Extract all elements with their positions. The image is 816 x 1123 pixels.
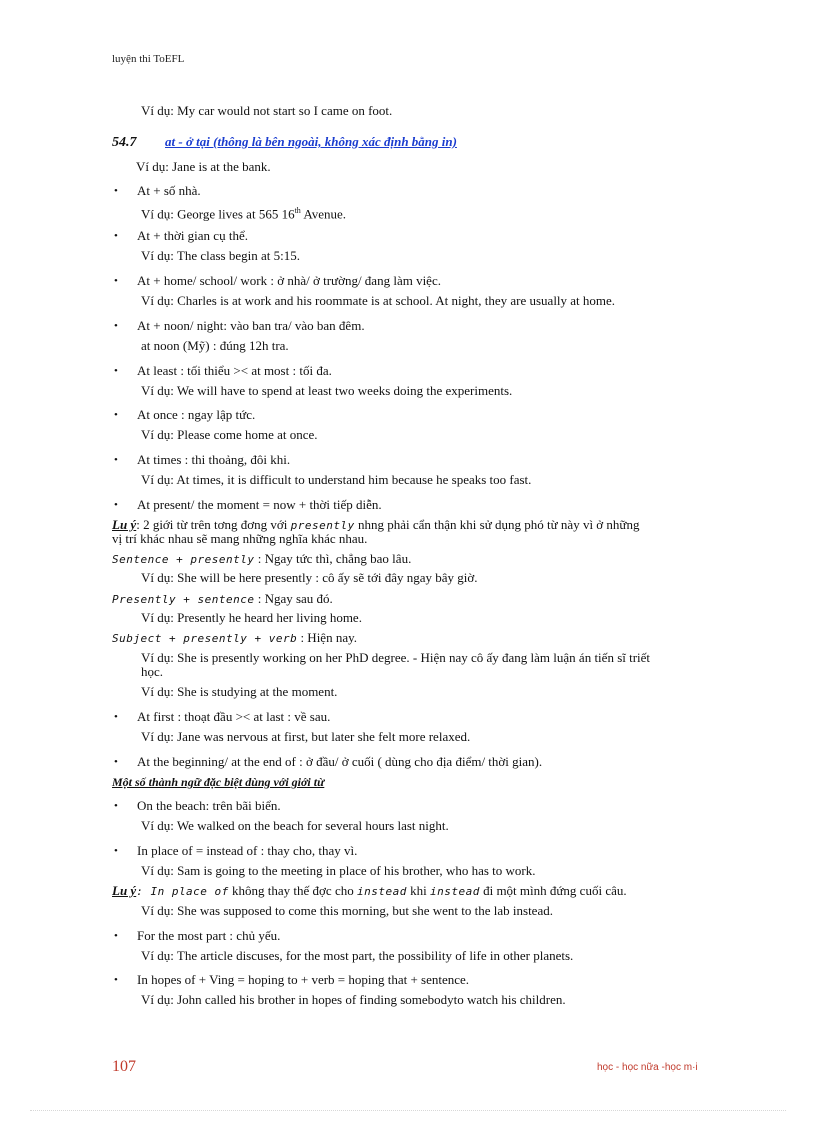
- pattern-text: : Hiện nay.: [297, 630, 357, 645]
- bullet-icon: •: [114, 185, 118, 197]
- bullet-icon: •: [114, 365, 118, 377]
- heading-link[interactable]: at - ở tại (thông là bên ngoài, không xác định bằng in): [165, 134, 457, 149]
- example-line: Ví dụ: She is studying at the moment.: [141, 684, 338, 699]
- example-line: Ví dụ: She will be here presently : cô ấy sẽ tới đây ngay bây giờ.: [141, 570, 478, 585]
- bullet-icon: •: [114, 974, 118, 986]
- bullet-icon: •: [114, 499, 118, 511]
- superscript: th: [294, 206, 301, 215]
- example-line: Ví dụ: Jane was nervous at first, but later she felt more relaxed.: [141, 729, 471, 744]
- example-line: Ví dụ: The class begin at 5:15.: [141, 248, 300, 263]
- example-line: Ví dụ: Jane is at the bank.: [136, 159, 271, 174]
- bullet-icon: •: [114, 930, 118, 942]
- list-item: At + thời gian cụ thể.: [137, 228, 248, 243]
- example-line: Ví dụ: The article discuses, for the most part, the possibility of life in other planets.: [141, 948, 574, 963]
- note-line: vị trí khác nhau sẽ mang những nghĩa khác nhau.: [112, 531, 368, 546]
- pattern-text: : Ngay tức thì, chẳng bao lâu.: [254, 551, 412, 566]
- bullet-icon: •: [114, 800, 118, 812]
- example-line: Ví dụ: John called his brother in hopes of finding somebodyto watch his children.: [141, 992, 566, 1007]
- list-item: On the beach: trên bãi biển.: [137, 798, 281, 813]
- list-item: For the most part : chủ yếu.: [137, 928, 281, 943]
- example-line: Ví dụ: Sam is going to the meeting in place of his brother, who has to work.: [141, 863, 536, 878]
- bullet-icon: •: [114, 230, 118, 242]
- list-item: At once : ngay lập tức.: [137, 407, 256, 422]
- list-item: At the beginning/ at the end of : ở đầu/ ở cuối ( dùng cho địa điểm/ thời gian).: [137, 754, 543, 769]
- list-item: At least : tối thiểu >< at most : tối đa.: [137, 363, 332, 378]
- note-text: khi: [406, 883, 430, 898]
- example-line: Ví dụ: Presently he heard her living home.: [141, 610, 362, 625]
- list-item: At first : thoạt đầu >< at last : về sau.: [137, 709, 331, 724]
- example-line: Ví dụ: We will have to spend at least two weeks doing the experiments.: [141, 383, 513, 398]
- bullet-icon: •: [114, 454, 118, 466]
- keyword: : In place of: [136, 885, 229, 898]
- list-item: At + số nhà.: [137, 183, 201, 198]
- keyword: Presently + sentence: [112, 593, 255, 606]
- page-bottom-divider: [30, 1110, 786, 1111]
- keyword: Sentence + presently: [112, 553, 255, 566]
- example-line: Ví dụ: My car would not start so I came on foot.: [141, 103, 393, 118]
- list-item: In hopes of + Ving = hoping to + verb = hoping that + sentence.: [137, 972, 470, 987]
- note-text: : 2 giới từ trên tơng đơng với: [136, 517, 291, 532]
- note-label: Lu ý: [112, 883, 137, 898]
- bullet-icon: •: [114, 756, 118, 768]
- pattern-text: : Ngay sau đó.: [254, 591, 333, 606]
- running-header: luyện thi ToEFL: [112, 53, 185, 65]
- list-item: At + noon/ night: vào ban tra/ vào ban đêm.: [137, 318, 365, 333]
- section-heading: [112, 134, 457, 151]
- example-line: Ví dụ: She was supposed to come this morning, but she went to the lab instead.: [141, 903, 553, 918]
- page-number: 107: [112, 1058, 136, 1075]
- keyword: instead: [429, 885, 480, 898]
- example-text: Avenue.: [300, 206, 347, 222]
- example-text: Ví dụ: George lives at 565 16: [141, 206, 295, 222]
- list-item: At + home/ school/ work : ở nhà/ ở trường/ đang làm việc.: [137, 273, 441, 288]
- heading-number: 54.7: [112, 135, 137, 150]
- bullet-icon: •: [114, 711, 118, 723]
- example-line: Ví dụ: She is presently working on her PhD degree. - Hiện nay cô ấy đang làm luận án tiến sĩ triết: [141, 650, 651, 665]
- example-line: Ví dụ: Please come home at once.: [141, 427, 318, 442]
- pattern-line: [112, 630, 357, 647]
- list-item: At present/ the moment = now + thời tiếp diễn.: [137, 497, 382, 512]
- keyword: presently: [290, 519, 355, 532]
- bullet-icon: •: [114, 275, 118, 287]
- pattern-line: [112, 591, 333, 608]
- bullet-icon: •: [114, 845, 118, 857]
- section-title: Một số thành ngữ đặc biệt dùng với giới từ: [112, 775, 325, 789]
- bullet-icon: •: [114, 320, 118, 332]
- note-text: không thay thế đợc cho: [228, 883, 357, 898]
- footer-slogan: học - học nữa -học m·i: [597, 1062, 698, 1073]
- note-label: Lu ý: [112, 517, 137, 532]
- example-line: Ví dụ: Charles is at work and his roommate is at school. At night, they are usually at home.: [141, 293, 616, 308]
- example-line: Ví dụ: We walked on the beach for several hours last night.: [141, 818, 449, 833]
- note-line: [112, 883, 627, 900]
- note-text: đi một mình đứng cuối câu.: [479, 883, 627, 898]
- example-line: Ví dụ: At times, it is difficult to understand him because he speaks too fast.: [141, 472, 532, 487]
- bullet-icon: •: [114, 409, 118, 421]
- keyword: Subject + presently + verb: [112, 632, 298, 645]
- pattern-line: [112, 551, 411, 568]
- list-item: At times : thi thoảng, đôi khi.: [137, 452, 291, 467]
- example-line: [141, 203, 346, 222]
- keyword: instead: [356, 885, 407, 898]
- list-item: In place of = instead of : thay cho, thay vì.: [137, 843, 358, 858]
- example-line: at noon (Mỹ) : đúng 12h tra.: [141, 338, 289, 353]
- example-line: học.: [141, 664, 164, 679]
- note-text: nhng phải cẩn thận khi sử dụng phó từ này vì ở những: [354, 517, 640, 532]
